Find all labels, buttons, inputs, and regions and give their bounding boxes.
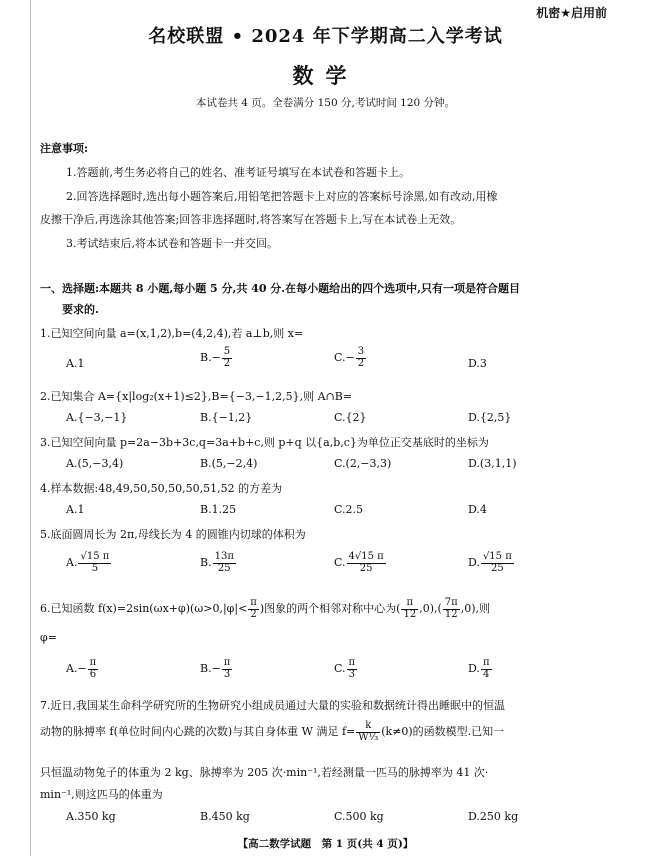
q4-option-b: B.1.25 <box>200 503 237 516</box>
notice-item-2: 2.回答选择题时,选出每小题答案后,用铅笔把答题卡上对应的答案标号涂黑,如有改动,用橡 <box>66 190 498 203</box>
q6-option-a: A.− $\frac{\pi}{6}$ <box>66 657 97 680</box>
q1-option-a: A.1 <box>66 357 85 370</box>
q4-stem: 4.样本数据:48,49,50,50,50,50,51,52 的方差为 <box>40 482 283 495</box>
q7-option-c: C.500 kg <box>334 810 384 823</box>
q5-stem: 5.底面圆周长为 2π,母线长为 4 的圆锥内切球的体积为 <box>40 528 306 541</box>
q7-option-d: D.250 kg <box>468 810 519 823</box>
q5-option-c: C. $\frac{4√15 \pi}{25}$ <box>334 551 384 574</box>
notice-item-2-cont: 皮擦干净后,再选涂其他答案;回答非选择题时,将答案写在答题卡上,写在本试卷上无效。 <box>40 213 462 226</box>
q7-line-2: 动物的脉搏率 f(单位时间内心跳的次数)与其自身体重 W 满足 f= $\frac{k}{\text{W¹⁄₃}}$ (k≠0)的函数模型.已知一 <box>40 720 505 743</box>
q7-line-3: 只恒温动物兔子的体重为 2 kg、脉搏率为 205 次·min⁻¹,若经测量一匹马的脉搏率为 41 次· <box>40 766 489 779</box>
notice-heading: 注意事项: <box>40 142 89 155</box>
q4-option-a: A.1 <box>66 503 85 516</box>
q7-line-4: min⁻¹,则这匹马的体重为 <box>40 788 163 801</box>
q5-option-d: D. $\frac{√15 \pi}{25}$ <box>468 551 512 574</box>
q1-option-d: D.3 <box>468 357 487 370</box>
q3-stem: 3.已知空间向量 p=2a−3b+3c,q=3a+b+c,则 p+q 以{a,b,c}为单位正交基底时的坐标为 <box>40 436 489 449</box>
q6-stem-cont: φ= <box>40 631 57 644</box>
q6-stem: 6.已知函数 f(x)=2sin(ωx+φ)(ω>0,|φ|< $\frac{\pi}{2}$ )图象的两个相邻对称中心为( $\frac{\pi}{12}$ ,0),( $\frac{7\pi}{12}$ ,0),则 <box>40 597 491 620</box>
q3-option-c: C.(2,−3,3) <box>334 457 392 470</box>
q6-option-d: D. $\frac{\pi}{4}$ <box>468 657 490 680</box>
q5-option-a: A. $\frac{√15 \pi}{5}$ <box>66 551 110 574</box>
q1-option-b: B.− $\frac{5}{2}$ <box>200 346 231 369</box>
section-heading-cont: 要求的. <box>62 303 99 316</box>
q6-option-b: B.− $\frac{\pi}{3}$ <box>200 657 231 680</box>
q3-option-d: D.(3,1,1) <box>468 457 517 470</box>
page-footer: 【高二数学试题 第 1 页(共 4 页)】 <box>237 838 414 850</box>
q2-stem: 2.已知集合 A={x|log₂(x+1)≤2},B={−3,−1,2,5},则 A∩B= <box>40 390 353 403</box>
section-heading: 一、选择题:本题共 8 小题,每小题 5 分,共 40 分.在每小题给出的四个选项中,只有一项是符合题目 <box>40 282 520 295</box>
q1-option-c: C.− $\frac{3}{2}$ <box>334 346 365 369</box>
q7-line-1: 7.近日,我国某生命科学研究所的生物研究小组成员通过大量的实验和数据统计得出睡眠中的恒温 <box>40 699 505 712</box>
security-label: 机密★启用前 <box>536 6 607 20</box>
q2-option-d: D.{2,5} <box>468 411 512 424</box>
q7-option-b: B.450 kg <box>200 810 250 823</box>
notice-item-3: 3.考试结束后,将本试卷和答题卡一并交回。 <box>66 237 278 250</box>
q4-option-c: C.2.5 <box>334 503 364 516</box>
notice-item-1: 1.答题前,考生务必将自己的姓名、准考证号填写在本试卷和答题卡上。 <box>66 166 410 179</box>
q3-option-a: A.(5,−3,4) <box>66 457 124 470</box>
exam-info: 本试卷共 4 页。全卷满分 150 分,考试时间 120 分钟。 <box>195 97 456 109</box>
q2-option-b: B.{−1,2} <box>200 411 253 424</box>
q2-option-c: C.{2} <box>334 411 367 424</box>
q1-stem: 1.已知空间向量 a=(x,1,2),b=(4,2,4),若 a⊥b,则 x= <box>40 327 304 340</box>
q7-option-a: A.350 kg <box>66 810 116 823</box>
q3-option-b: B.(5,−2,4) <box>200 457 258 470</box>
q5-option-b: B. $\frac{13\pi}{25}$ <box>200 551 234 574</box>
subject-title: 数学 <box>292 63 359 88</box>
q6-option-c: C. $\frac{\pi}{3}$ <box>334 657 356 680</box>
q4-option-d: D.4 <box>468 503 487 516</box>
q2-option-a: A.{−3,−1} <box>66 411 128 424</box>
exam-title: 名校联盟 • 2024 年下学期高二入学考试 <box>148 26 503 47</box>
